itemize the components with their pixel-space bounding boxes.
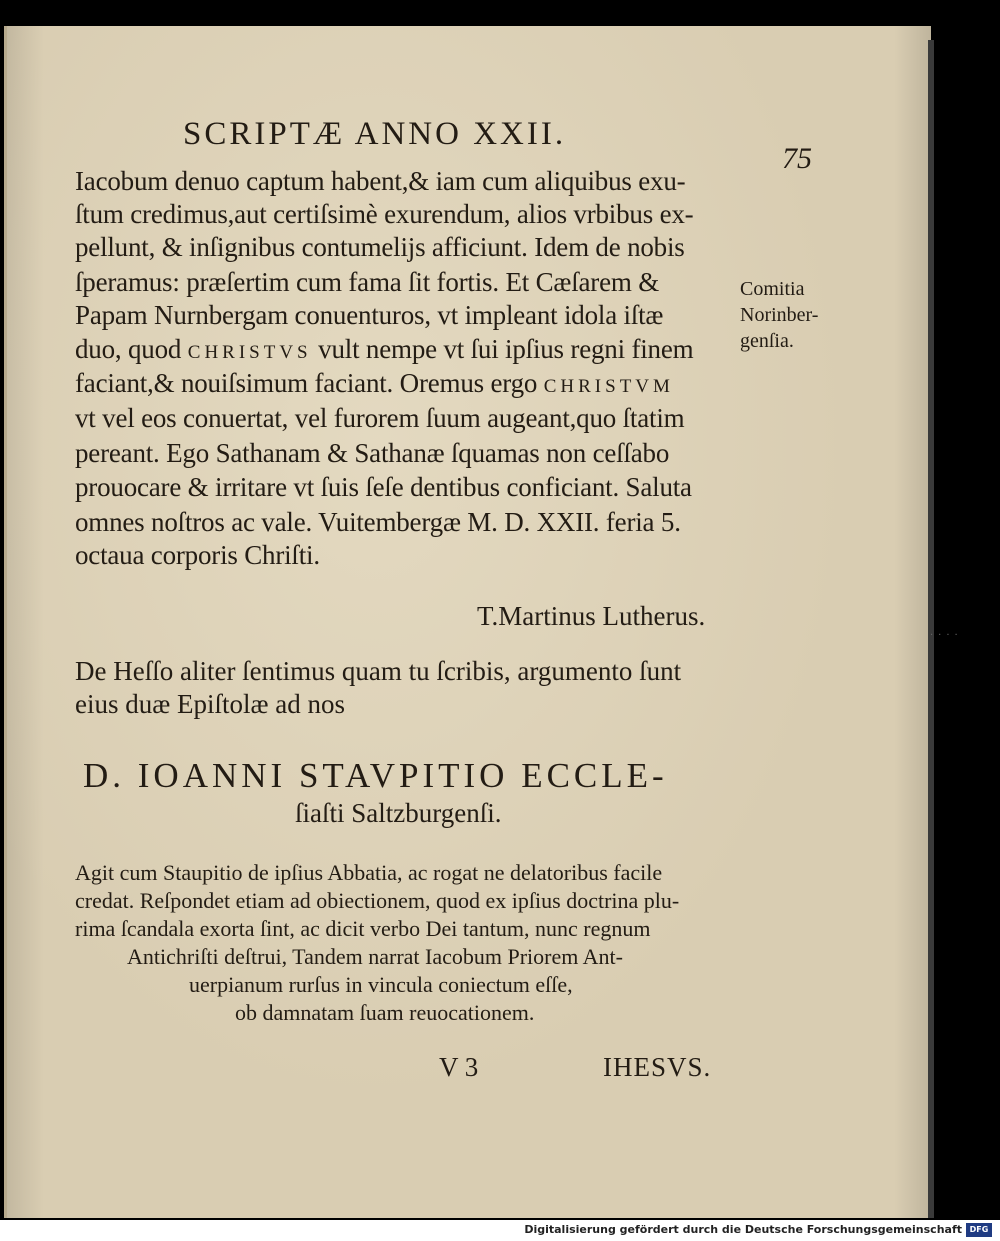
footer-bar — [0, 1220, 1000, 1241]
body-text: prouocare & irritare vt ſuis ſeſe dentibus conficiant. Saluta — [75, 472, 692, 502]
margin-note-line: Norinber- — [740, 304, 819, 326]
body-line — [75, 403, 684, 434]
body-line — [75, 232, 685, 263]
body-text: Papam Nurnbergam conuenturos, vt impleant idola iſtæ — [75, 300, 664, 330]
small-caps-word: CHRISTVM — [543, 376, 674, 397]
body-line — [75, 334, 693, 365]
margin-note-line: Comitia — [740, 278, 805, 300]
body-text: omnes noſtros ac vale. Vuitembergæ M. D. XXII. feria 5. — [75, 507, 681, 537]
body-line — [75, 472, 692, 503]
body-text: Iacobum denuo captum habent,& iam cum aliquibus exu- — [75, 166, 686, 196]
body-text: faciant,& nouiſsimum faciant. Oremus ergo — [75, 368, 544, 398]
summary-line: credat. Reſpondet etiam ad obiectionem, quod ex ipſius doctrina plu- — [75, 888, 680, 913]
postscript-line: De Heſſo aliter ſentimus quam tu ſcribis, argumento ſunt — [75, 656, 682, 686]
funding-notice: Digitalisierung gefördert durch die Deutsche Forschungsgemeinschaft — [524, 1223, 962, 1236]
page-number: 75 — [782, 142, 812, 175]
summary-line: ob damnatam ſuam reuocationem. — [235, 1000, 535, 1025]
small-caps-word: CHRISTVS — [187, 342, 312, 363]
body-text: duo, quod — [75, 334, 188, 364]
body-text: pellunt, & inſignibus contumelijs afficiunt. Idem de nobis — [75, 232, 685, 262]
address-heading-cont: ſiaſti Saltzburgenſi. — [295, 798, 502, 828]
signature: T.Martinus Lutherus. — [477, 601, 706, 631]
body-text: vult nempe vt ſui ipſius regni finem — [311, 334, 694, 364]
book-page — [4, 26, 931, 1218]
body-text: ſtum credimus,aut certiſsimè exurendum, alios vrbibus ex- — [75, 199, 694, 229]
divider: ···· — [930, 630, 963, 641]
summary-line: uerpianum rurſus in vincula coniectum eſſe, — [189, 972, 573, 997]
summary-line: rima ſcandala exorta ſint, ac dicit verbo Dei tantum, nunc regnum — [75, 916, 651, 941]
body-line — [75, 540, 320, 571]
margin-note — [740, 276, 850, 354]
dfg-logo-icon: DFG — [966, 1223, 992, 1237]
margin-note-line: genſia. — [740, 330, 794, 352]
body-line — [75, 199, 693, 230]
page-edge-shadow — [928, 40, 934, 1218]
catchword: IHESVS. — [603, 1052, 712, 1082]
body-text: ſperamus: præſertim cum fama ſit fortis. Et Cæſarem & — [75, 267, 660, 297]
address-heading: D. IOANNI STAVPITIO ECCLE- — [83, 756, 668, 795]
body-line — [75, 300, 663, 331]
body-line — [75, 166, 685, 197]
body-line — [75, 438, 669, 469]
body-text: pereant. Ego Sathanam & Sathanæ ſquamas non ceſſabo — [75, 438, 670, 468]
body-text: octaua corporis Chriſti. — [75, 540, 320, 570]
summary-line: Agit cum Staupitio de ipſius Abbatia, ac rogat ne delatoribus facile — [75, 860, 663, 885]
running-head: SCRIPTÆ ANNO XXII. — [183, 116, 567, 152]
body-line — [75, 507, 681, 538]
body-line — [75, 267, 659, 298]
body-text: vt vel eos conuertat, vel furorem ſuum augeant,quo ſtatim — [75, 403, 685, 433]
body-line — [75, 368, 674, 399]
summary-line: Antichriſti deſtrui, Tandem narrat Iacobum Priorem Ant- — [127, 944, 623, 969]
postscript-line: eius duæ Epiſtolæ ad nos — [75, 689, 345, 719]
signature-mark: V 3 — [439, 1052, 479, 1082]
